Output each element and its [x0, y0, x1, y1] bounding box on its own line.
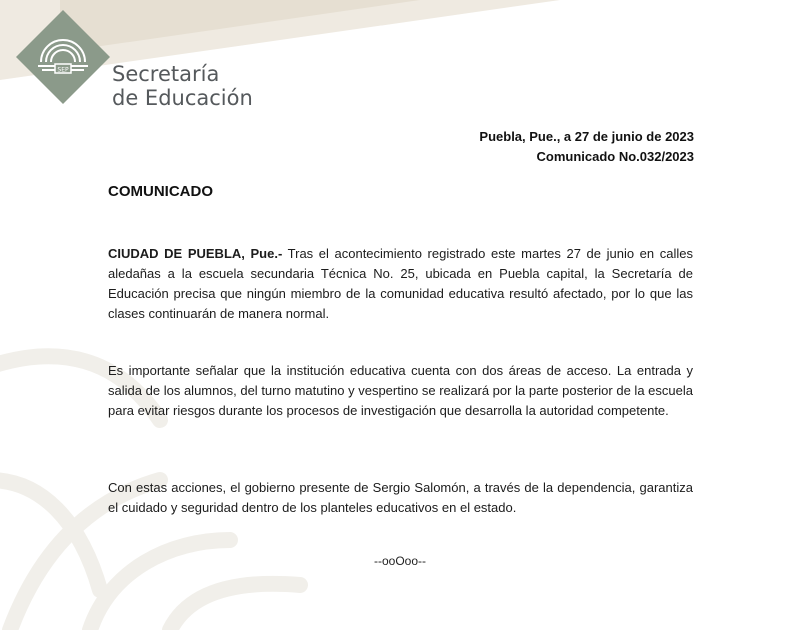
organization-name-line2: de Educación [112, 86, 253, 110]
sep-logo [14, 8, 112, 106]
place-date: Puebla, Pue., a 27 de junio de 2023 [479, 129, 694, 144]
logo-mark-text: SEP [57, 66, 69, 74]
paragraph-2: Es importante señalar que la institución educativa cuenta con dos áreas de acceso. La entrada y salida de los alumnos, del turno matutino y vespertino se realizará por la parte posterior de la escuela para evitar riesgos durante los procesos de investigación que desarrolla la autoridad competente. [108, 363, 693, 418]
document-header [479, 127, 694, 167]
paragraph-1-lead: CIUDAD DE PUEBLA, Pue.- [108, 246, 283, 261]
communique-number: Comunicado No.032/2023 [536, 149, 694, 164]
organization-name [112, 62, 253, 110]
paragraph-1-body: Tras el acontecimiento registrado este martes 27 de junio en calles aledañas a la escuela secundaria Técnica No. 25, ubicada en Puebla capital, la Secretaría de Educación precisa que ningún miembro de la comunidad educativa resultó afectado, por lo que las clases continuarán de manera normal. [108, 246, 693, 321]
paragraph-3: Con estas acciones, el gobierno presente de Sergio Salomón, a través de la dependencia, garantiza el cuidado y seguridad dentro de los planteles educativos en el estado. [108, 480, 693, 515]
closing-mark: --ooOoo-- [373, 554, 426, 568]
document-title: COMUNICADO [108, 183, 213, 200]
organization-name-line1: Secretaría [112, 62, 220, 86]
paragraph-1 [108, 244, 693, 324]
